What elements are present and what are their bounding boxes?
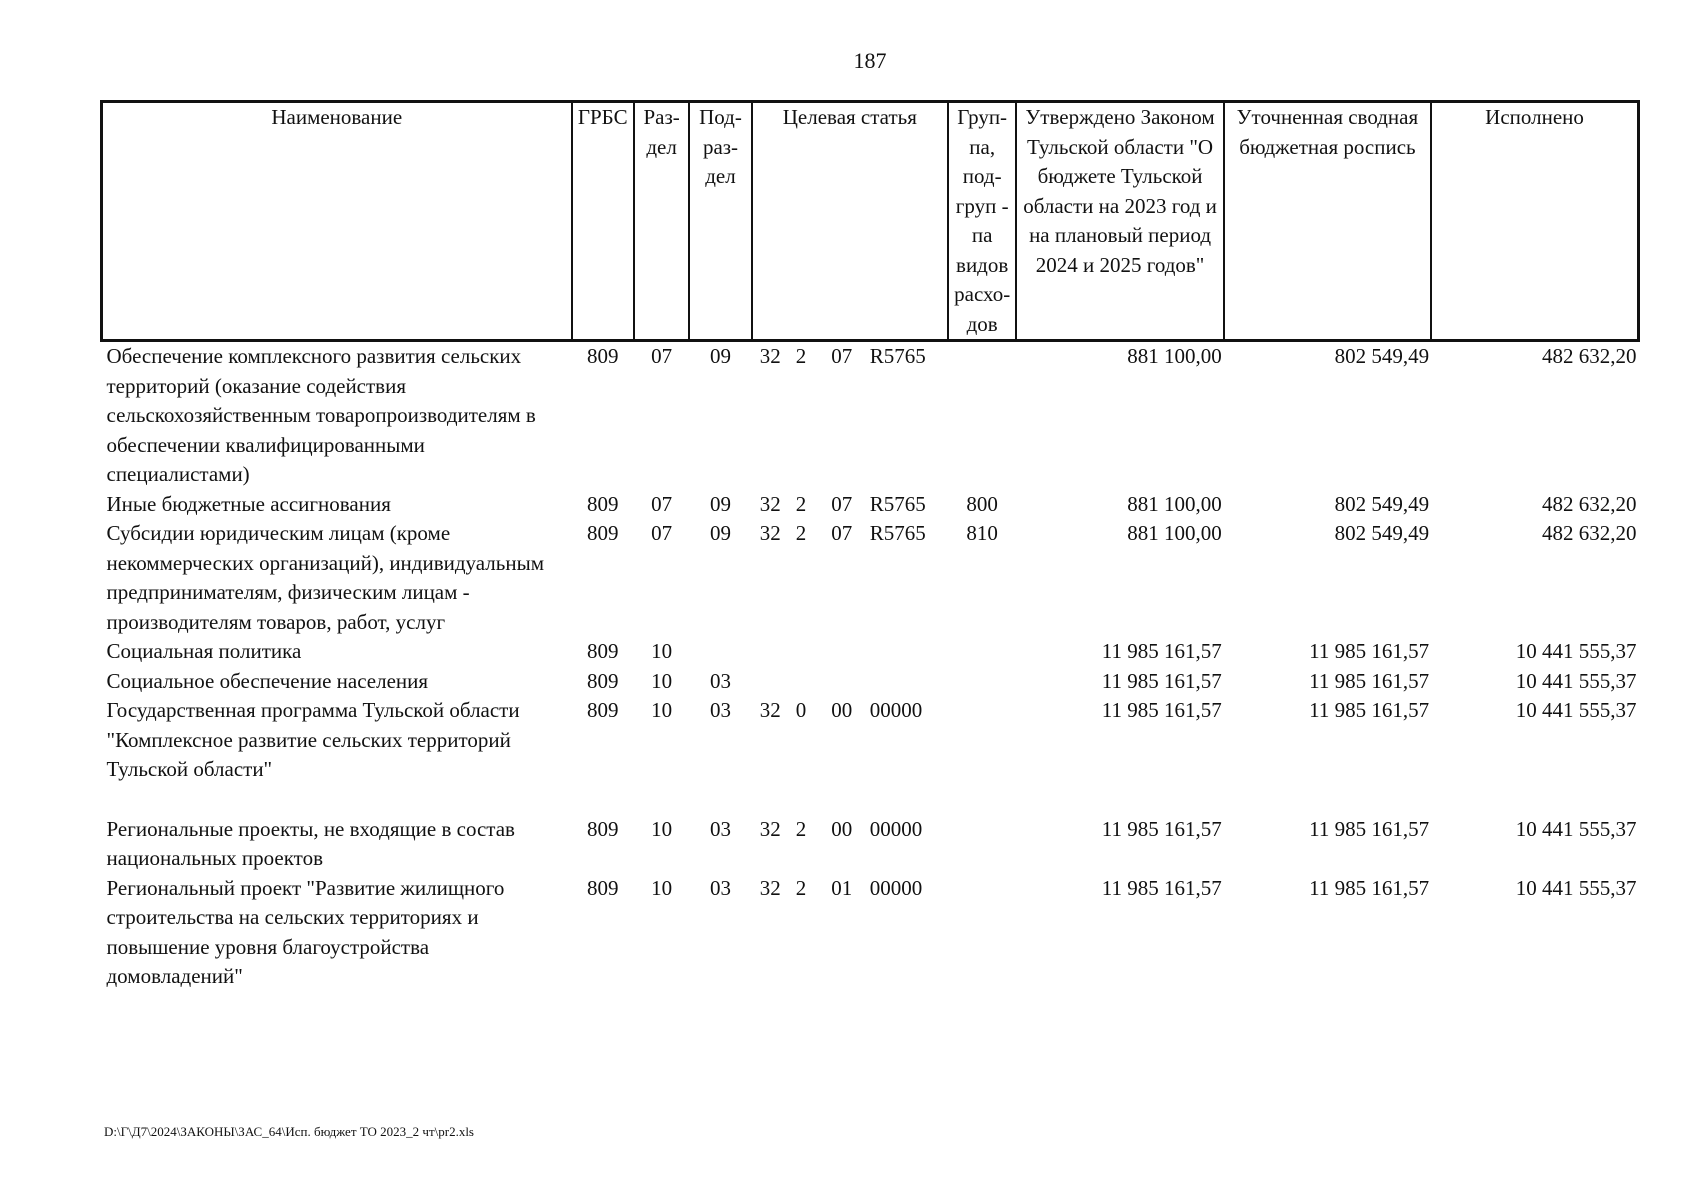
column-header-approved: Утверждено Законом Тульской области "О бюджете Тульской области на 2023 год и на плановый период 2024 и 2025 годов" (1016, 102, 1223, 341)
target-direction: 00000 (869, 698, 923, 722)
column-header-grbs: ГРБС (572, 102, 634, 341)
column-header-refined: Уточненная сводная бюджетная роспись (1224, 102, 1431, 341)
row-executed: 10 441 555,37 (1515, 816, 1637, 841)
row-grbs: 809 (586, 668, 619, 693)
target-subprogram: 0 (795, 698, 807, 722)
row-expense-group (948, 341, 1016, 490)
row-name: Обеспечение комплексного развития сельских территорий (оказание содействия сельскохозяйственным товаропроизводителям в обеспечении квалифицированными специалистами) (106, 344, 536, 486)
target-subprogram: 2 (795, 816, 807, 841)
target-subprogram: 2 (795, 491, 807, 516)
row-razdel: 07 (651, 344, 673, 368)
row-executed: 10 441 555,37 (1515, 698, 1637, 722)
row-target-article (752, 490, 948, 520)
column-header-expense-group: Груп-па, под-груп - па видов расхо-дов (948, 102, 1016, 341)
target-main-event: 07 (831, 491, 853, 516)
target-main-event: 07 (831, 344, 853, 368)
row-podrazdel: 03 (709, 668, 731, 693)
target-program: 32 (759, 491, 781, 516)
row-name: Социальное обеспечение населения (106, 668, 429, 693)
row-razdel: 07 (651, 521, 673, 545)
row-executed: 10 441 555,37 (1515, 668, 1637, 693)
table-row (102, 815, 1639, 874)
row-podrazdel: 03 (709, 816, 731, 841)
row-podrazdel: 03 (709, 698, 731, 722)
column-header-razdel: Раз-дел (634, 102, 689, 341)
target-main-event: 01 (831, 875, 853, 900)
row-grbs: 809 (586, 491, 619, 516)
row-grbs: 809 (586, 816, 619, 841)
row-name: Иные бюджетные ассигнования (106, 491, 391, 516)
row-razdel: 10 (651, 668, 673, 693)
row-approved: 11 985 161,57 (1101, 698, 1222, 722)
column-header-podrazdel: Под-раз-дел (689, 102, 751, 341)
table-row (102, 637, 1639, 667)
target-program: 32 (759, 698, 781, 722)
column-header-target: Целевая статья (752, 102, 948, 341)
row-executed: 10 441 555,37 (1515, 639, 1637, 663)
row-refined: 11 985 161,57 (1309, 639, 1430, 663)
target-direction: R5765 (869, 491, 926, 516)
row-name: Субсидии юридическим лицам (кроме некоммерческих организаций), индивидуальным предпринимателям, физическим лицам - производителям товаров, работ, услуг (106, 521, 544, 634)
row-razdel: 07 (651, 491, 673, 516)
table-row (102, 490, 1639, 520)
row-razdel: 10 (651, 816, 673, 841)
row-name: Региональные проекты, не входящие в состав национальных проектов (106, 816, 515, 870)
row-target-article (752, 519, 948, 637)
row-refined: 11 985 161,57 (1309, 698, 1430, 722)
row-grbs: 809 (586, 698, 619, 722)
row-target-article (752, 341, 948, 490)
row-approved: 11 985 161,57 (1101, 816, 1222, 841)
row-podrazdel (689, 637, 751, 667)
row-refined: 11 985 161,57 (1309, 816, 1430, 841)
table-row (102, 341, 1639, 490)
target-main-event: 00 (831, 816, 853, 841)
target-program: 32 (759, 816, 781, 841)
table-row (102, 667, 1639, 697)
target-subprogram: 2 (795, 521, 807, 545)
target-direction: 00000 (869, 875, 923, 900)
row-razdel: 10 (651, 698, 673, 722)
row-name: Региональный проект "Развитие жилищного строительства на сельских территориях и повышение уровня благоустройства домовладений" (106, 875, 505, 988)
row-executed: 482 632,20 (1542, 344, 1637, 368)
table-row (102, 519, 1639, 637)
row-approved: 11 985 161,57 (1101, 875, 1222, 900)
target-direction: R5765 (869, 521, 926, 545)
row-expense-group (948, 815, 1016, 874)
row-podrazdel: 09 (709, 491, 731, 516)
row-expense-group (948, 874, 1016, 992)
budget-execution-table (100, 100, 1640, 992)
row-target-article (752, 815, 948, 874)
row-podrazdel: 03 (709, 875, 731, 900)
table-body (102, 341, 1639, 992)
row-refined: 11 985 161,57 (1309, 875, 1430, 900)
row-approved: 11 985 161,57 (1101, 639, 1222, 663)
row-name: Государственная программа Тульской области "Комплексное развитие сельских территорий Тульской области" (106, 698, 520, 781)
row-refined: 11 985 161,57 (1309, 668, 1430, 693)
row-name: Социальная политика (106, 639, 302, 663)
table-header (102, 102, 1639, 341)
row-expense-group: 800 (966, 491, 998, 516)
target-direction: 00000 (869, 816, 923, 841)
column-header-name: Наименование (102, 102, 572, 341)
column-header-executed: Исполнено (1431, 102, 1638, 341)
target-main-event: 00 (831, 698, 853, 722)
row-grbs: 809 (586, 521, 619, 545)
page-number: 187 (853, 48, 887, 73)
row-target-article (752, 874, 948, 992)
row-refined: 802 549,49 (1334, 344, 1430, 368)
row-executed: 10 441 555,37 (1515, 875, 1637, 900)
row-approved: 881 100,00 (1127, 344, 1222, 368)
row-podrazdel: 09 (709, 344, 731, 368)
row-executed: 482 632,20 (1542, 521, 1637, 545)
row-razdel: 10 (651, 875, 673, 900)
target-subprogram: 2 (795, 344, 807, 368)
row-approved: 881 100,00 (1127, 491, 1222, 516)
table-row (102, 696, 1639, 815)
row-grbs: 809 (586, 875, 619, 900)
row-expense-group (948, 667, 1016, 697)
row-target-article (752, 637, 948, 667)
target-direction: R5765 (869, 344, 926, 368)
row-razdel: 10 (651, 639, 673, 663)
table-row (102, 874, 1639, 992)
row-grbs: 809 (586, 639, 619, 663)
row-target-article (752, 696, 948, 815)
row-target-article (752, 667, 948, 697)
row-expense-group (948, 637, 1016, 667)
row-approved: 881 100,00 (1127, 521, 1222, 545)
row-expense-group: 810 (966, 521, 998, 545)
row-refined: 802 549,49 (1334, 521, 1430, 545)
row-grbs: 809 (586, 344, 619, 368)
target-program: 32 (759, 875, 781, 900)
row-podrazdel: 09 (709, 521, 731, 545)
row-approved: 11 985 161,57 (1101, 668, 1222, 693)
target-program: 32 (759, 521, 781, 545)
target-program: 32 (759, 344, 781, 368)
file-path-footer: D:\Г\Д7\2024\ЗАКОНЫ\ЗАС_64\Исп. бюджет ТО 2023_2 чт\pr2.xls (104, 1124, 474, 1139)
target-subprogram: 2 (795, 875, 807, 900)
row-executed: 482 632,20 (1542, 491, 1637, 516)
target-main-event: 07 (831, 521, 853, 545)
row-expense-group (948, 696, 1016, 815)
row-refined: 802 549,49 (1334, 491, 1430, 516)
